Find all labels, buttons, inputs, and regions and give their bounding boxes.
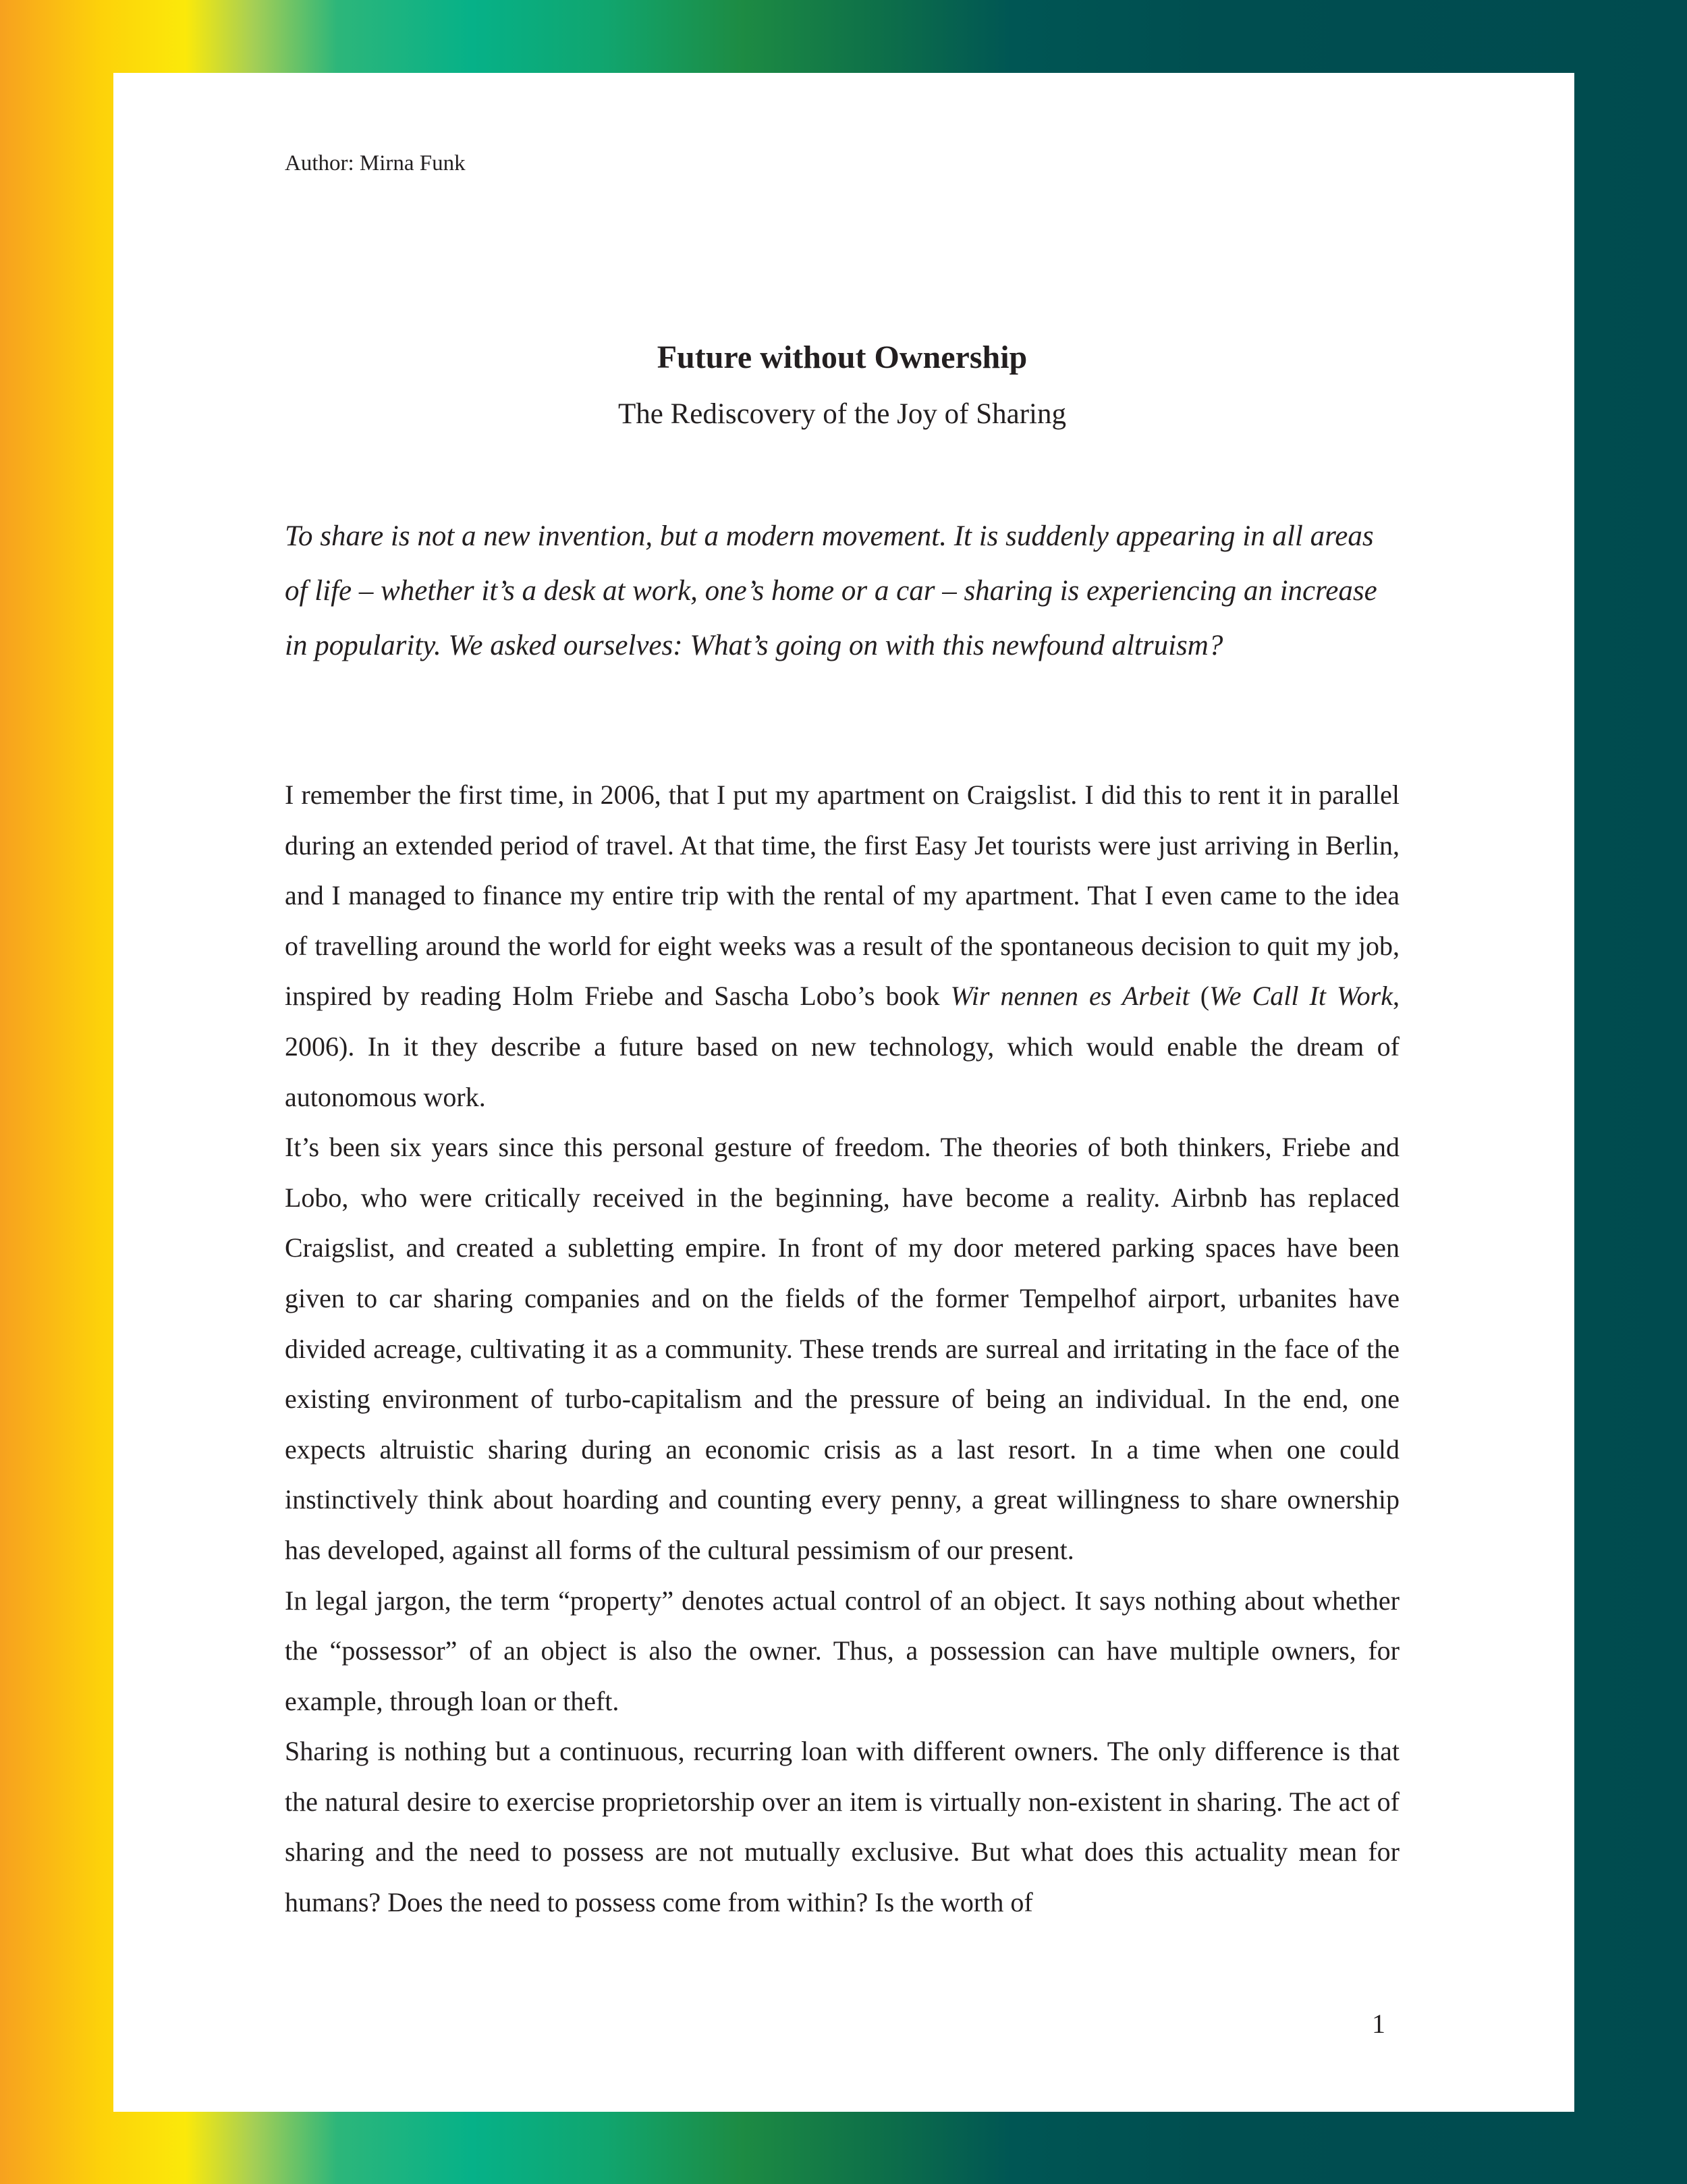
paragraph-1-text-b: , 2006). In it they describe a future based on new technology, which would enable the dream of autonomous work. — [285, 981, 1400, 1112]
body-text — [285, 770, 1400, 1928]
paragraph-1 — [285, 770, 1400, 1122]
author-line: Author: Mirna Funk — [285, 151, 466, 175]
paragraph-1-paren: ( — [1189, 981, 1210, 1012]
article-title: Future without Ownership — [657, 339, 1028, 375]
document-page — [113, 73, 1574, 2112]
paragraph-1-text-a: I remember the first time, in 2006, that I put my apartment on Craigslist. I did this to rent it in parallel during an extended period of travel. At that time, the first Easy Jet tourists were just arriving in Berlin, and I managed to finance my entire trip with the rental of my apartment. That I even came to the idea of travelling around the world for eight weeks was a result of the spontaneous decision to quit my job, inspired by reading Holm Friebe and Sascha Lobo’s book — [285, 780, 1400, 1012]
book-title-english: We Call It Work — [1209, 981, 1393, 1012]
paragraph-4: Sharing is nothing but a continuous, recurring loan with different owners. The only difference is that the natural desire to exercise proprietorship over an item is virtually non-existent in sharing. The act of sharing and the need to possess are not mutually exclusive. But what does this actuality mean for humans? Does the need to possess come from within? Is the worth of — [285, 1736, 1400, 1918]
paragraph-3: In legal jargon, the term “property” denotes actual control of an object. It says nothing about whether the “possessor” of an object is also the owner. Thus, a possession can have multiple owners, for example, through loan or theft. — [285, 1585, 1400, 1716]
paragraph-2: It’s been six years since this personal gesture of freedom. The theories of both thinkers, Friebe and Lobo, who were critically received in the beginning, have become a reality. Airbnb has replaced Craigslist, and created a subletting empire. In front of my door metered parking spaces have been given to car sharing companies and on the fields of the former Tempelhof airport, urbanites have divided acreage, cultivating it as a community. These trends are surreal and irritating in the face of the existing environment of turbo-capitalism and the pressure of being an individual. In the end, one expects altruistic sharing during an economic crisis as a last resort. In a time when one could instinctively think about hoarding and counting every penny, a great willingness to share ownership has developed, against all forms of the cultural pessimism of our present. — [285, 1132, 1400, 1565]
intro-paragraph: To share is not a new invention, but a modern movement. It is suddenly appearing in all areas of life – whether it’s a desk at work, one’s home or a car – sharing is experiencing an increase in popularity. We asked ourselves: What’s going on with this newfound altruism? — [285, 520, 1377, 661]
book-title-german: Wir nennen es Arbeit — [950, 981, 1190, 1012]
article-subtitle: The Rediscovery of the Joy of Sharing — [618, 398, 1066, 430]
page-number: 1 — [1372, 2009, 1385, 2039]
